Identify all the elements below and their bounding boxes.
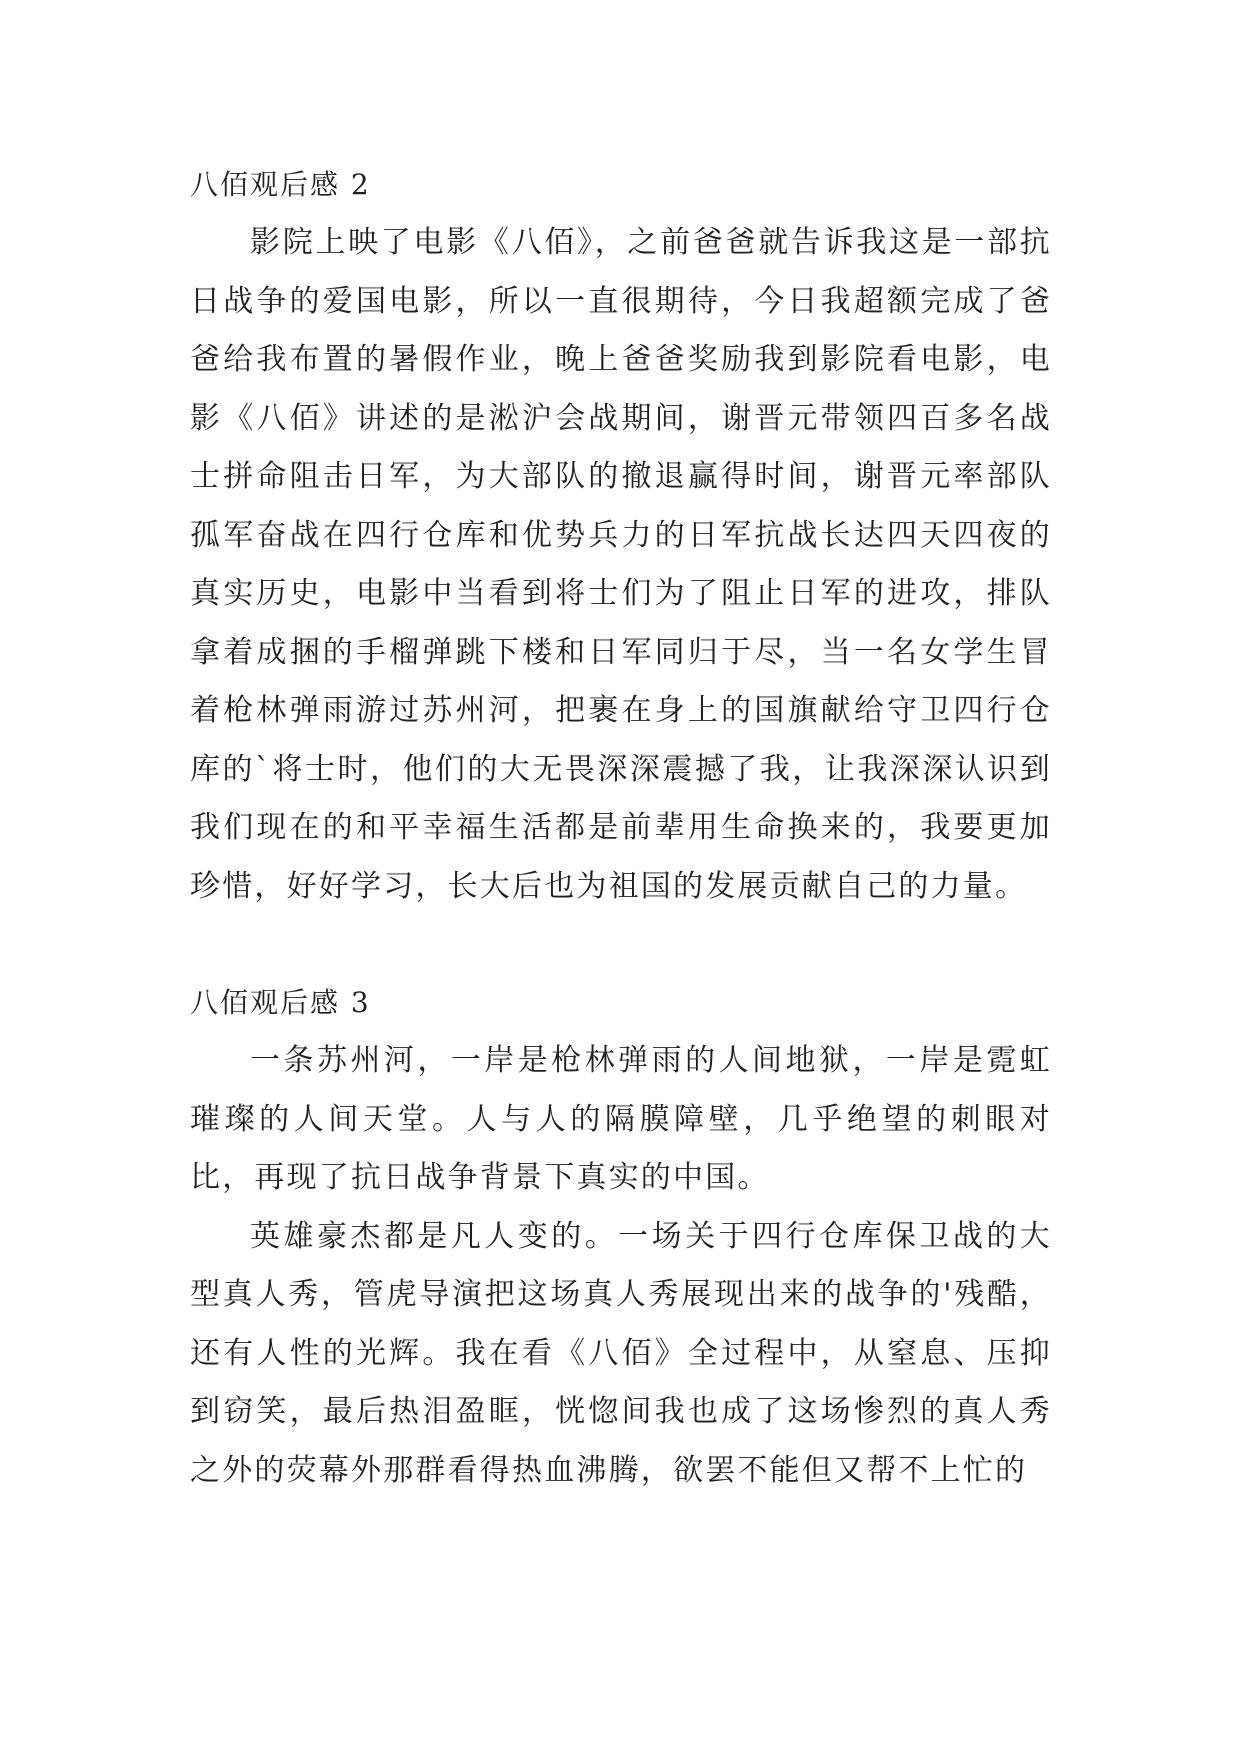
section-title-3: 八佰观后感 3: [190, 986, 371, 1019]
section-spacer: [190, 916, 1052, 974]
section-2-paragraph-1: 影院上映了电影《八佰》，之前爸爸就告诉我这是一部抗日战争的爱国电影，所以一直很期待，今日我超额完成了爸爸给我布置的暑假作业，晚上爸爸奖励我到影院看电影，电影《八佰》讲述的是淞沪会战期间，谢晋元带领四百多名战士拼命阻击日军，为大部队的撤退赢得时间，谢晋元率部队孤军奋战在四行仓库和优势兵力的日军抗战长达四天四夜的真实历史，电影中当看到将士们为了阻止日军的进攻，排队拿着成捆的手榴弹跳下楼和日军同归于尽，当一名女学生冒着枪林弹雨游过苏州河，把裹在身上的国旗献给守卫四行仓库的`将士时，他们的大无畏深深震撼了我，让我深深认识到我们现在的和平幸福生活都是前辈用生命换来的，我要更加珍惜，好好学习，长大后也为祖国的发展贡献自己的力量。: [190, 225, 1052, 904]
section-title-2: 八佰观后感 2: [190, 168, 371, 201]
section-3-paragraph-2: 英雄豪杰都是凡人变的。一场关于四行仓库保卫战的大型真人秀，管虎导演把这场真人秀展现出来的战争的'残酷，还有人性的光辉。我在看《八佰》全过程中，从窒息、压抑到窃笑，最后热泪盈眶，恍惚间我也成了这场惨烈的真人秀之外的荧幕外那群看得热血沸腾，欲罢不能但又帮不上忙的: [190, 1218, 1052, 1488]
section-3-paragraph-1: 一条苏州河，一岸是枪林弹雨的人间地狱，一岸是霓虹璀璨的人间天堂。人与人的隔膜障壁，几乎绝望的刺眼对比，再现了抗日战争背景下真实的中国。: [190, 1043, 1052, 1195]
document-body: [190, 156, 1052, 1500]
